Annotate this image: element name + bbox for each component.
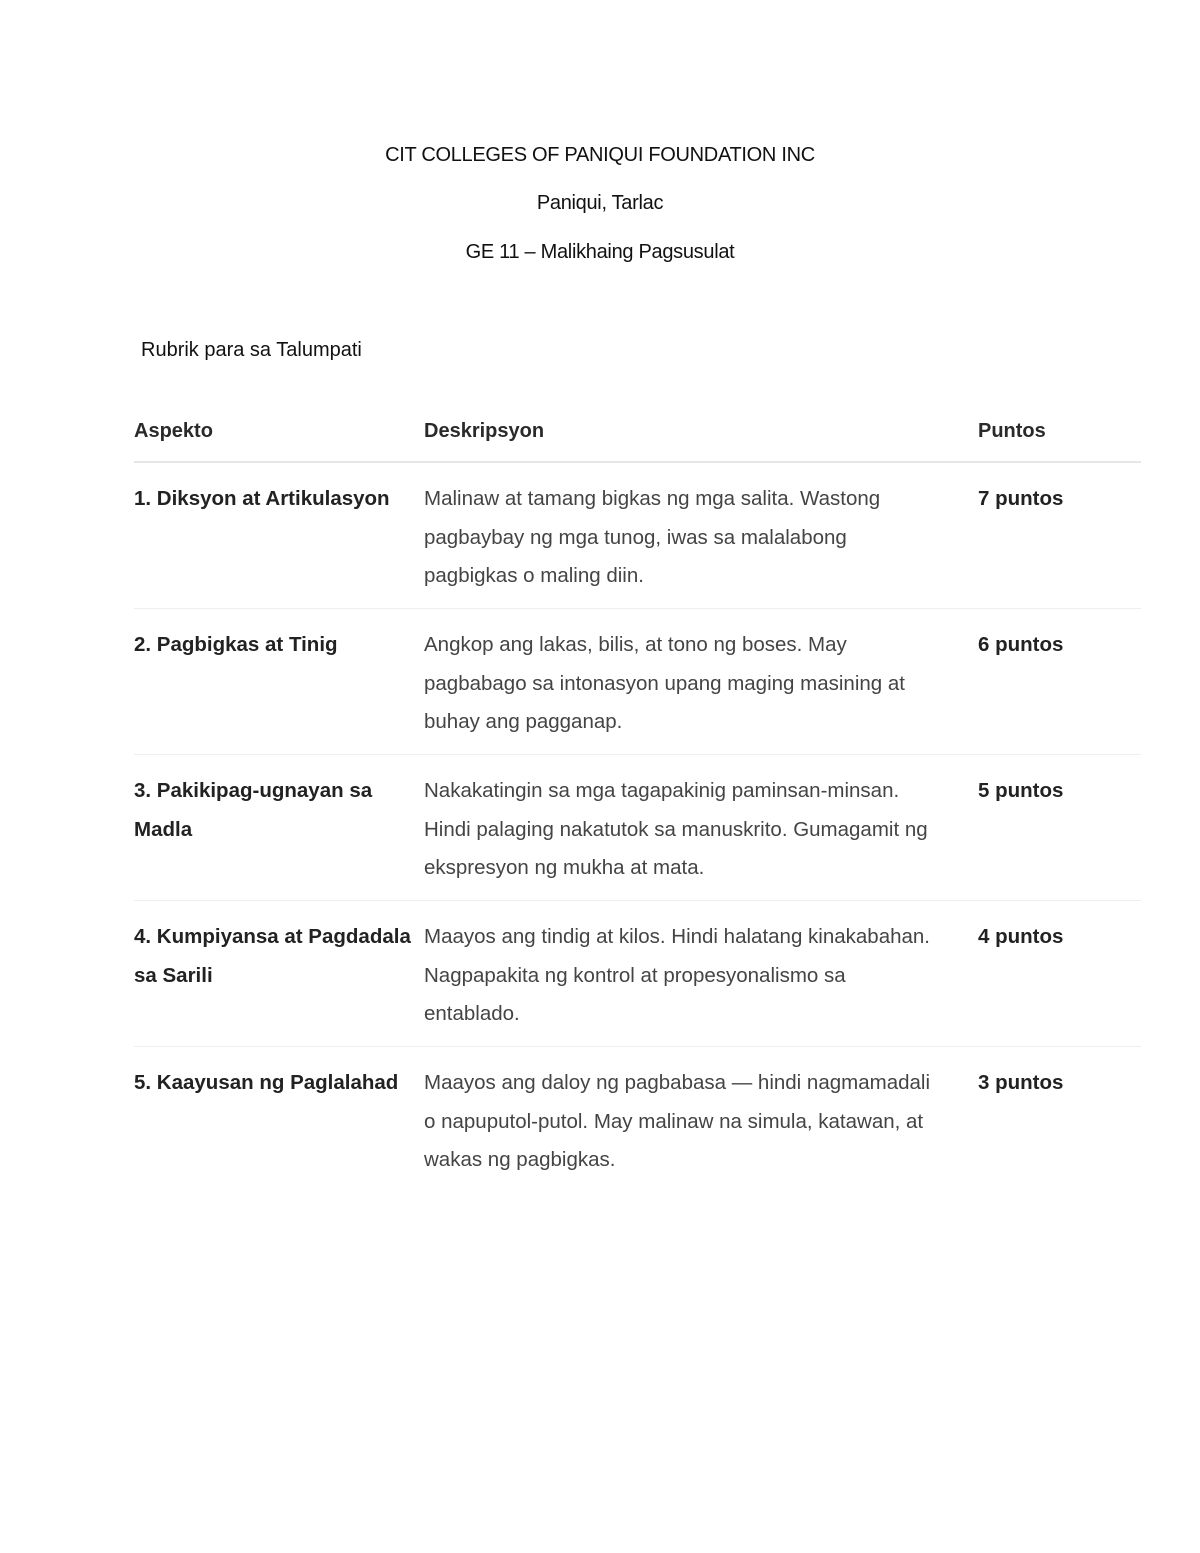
course-title: GE 11 – Malikhaing Pagsusulat	[465, 241, 735, 263]
column-header-puntos: Puntos	[978, 420, 1046, 442]
deskripsyon-cell: Maayos ang tindig at kilos. Hindi halatang kinakabahan. Nagpapakita ng kontrol at propesyonalismo sa entablado.	[424, 925, 930, 1025]
school-location: Paniqui, Tarlac	[536, 192, 664, 214]
table-header-row	[134, 416, 1141, 463]
rubric-table	[134, 416, 1141, 1193]
table-row	[134, 755, 1141, 901]
table-row	[134, 901, 1141, 1047]
rubric-title: Rubrik para sa Talumpati	[141, 339, 362, 361]
puntos-cell: 4 puntos	[978, 925, 1064, 948]
table-row	[134, 1047, 1141, 1193]
deskripsyon-cell: Nakakatingin sa mga tagapakinig paminsan-minsan. Hindi palaging nakatutok sa manuskrito. Gumagamit ng ekspresyon ng mukha at mata.	[424, 779, 928, 879]
puntos-cell: 3 puntos	[978, 1071, 1064, 1094]
puntos-cell: 6 puntos	[978, 633, 1064, 656]
deskripsyon-cell: Maayos ang daloy ng pagbabasa — hindi nagmamadali o napuputol-putol. May malinaw na simula, katawan, at wakas ng pagbigkas.	[424, 1071, 931, 1171]
aspekto-cell: 3. Pakikipag-ugnayan sa Madla	[134, 779, 373, 841]
aspekto-cell: 1. Diksyon at Artikulasyon	[134, 487, 390, 510]
aspekto-cell: 4. Kumpiyansa at Pagdadala sa Sarili	[134, 925, 411, 987]
aspekto-cell: 2. Pagbigkas at Tinig	[134, 633, 338, 656]
table-row	[134, 609, 1141, 755]
school-name: CIT COLLEGES OF PANIQUI FOUNDATION INC	[385, 144, 815, 166]
column-header-aspekto: Aspekto	[134, 420, 213, 442]
deskripsyon-cell: Angkop ang lakas, bilis, at tono ng boses. May pagbabago sa intonasyon upang maging masining at buhay ang pagganap.	[424, 633, 905, 733]
puntos-cell: 7 puntos	[978, 487, 1064, 510]
table-row	[134, 463, 1141, 609]
column-header-deskripsyon: Deskripsyon	[424, 420, 545, 442]
puntos-cell: 5 puntos	[978, 779, 1064, 802]
deskripsyon-cell: Malinaw at tamang bigkas ng mga salita. Wastong pagbaybay ng mga tunog, iwas sa malalabong pagbigkas o maling diin.	[424, 487, 881, 587]
aspekto-cell: 5. Kaayusan ng Paglalahad	[134, 1071, 399, 1094]
